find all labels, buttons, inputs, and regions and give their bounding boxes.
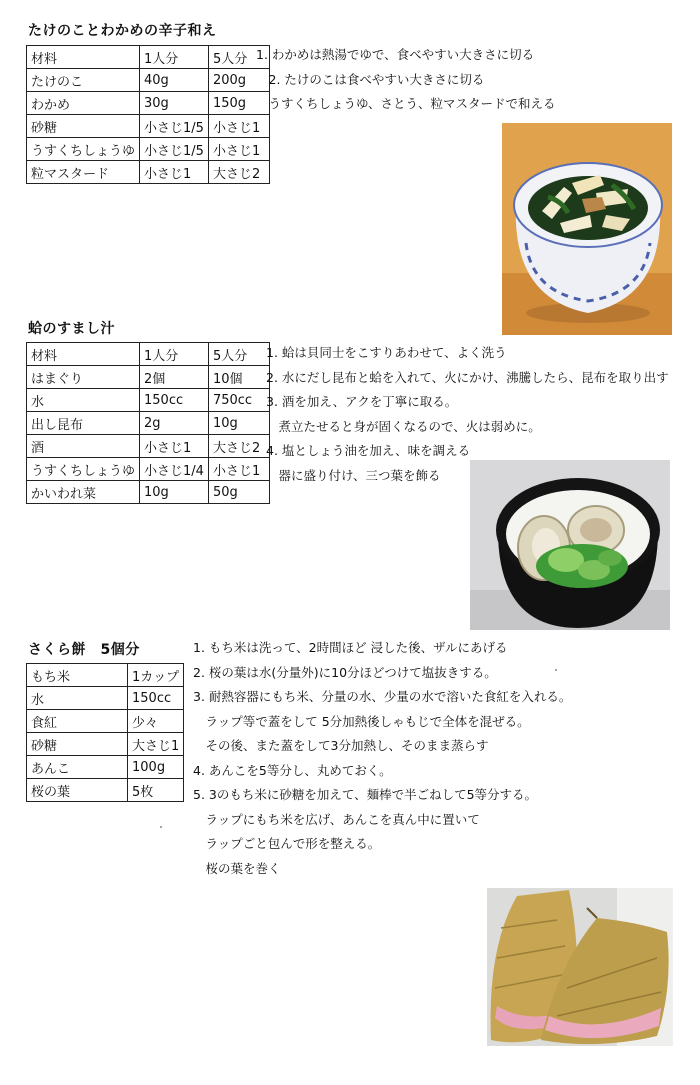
table-cell: 750cc [208,389,269,412]
table-cell: 100g [128,756,184,779]
table-cell: 小さじ1/5 [140,138,209,161]
table-cell: 10g [208,412,269,435]
table-cell: 小さじ1 [140,161,209,184]
table-cell: 1カップ [128,664,184,687]
table-row [27,733,184,756]
step-line: 1. わかめは熱湯でゆで、食べやすい大きさに切る [256,47,535,62]
table-cell: うすくちしょうゆ [27,458,140,481]
table-cell: 5人分 [208,46,269,69]
table-row [27,756,184,779]
table-cell: 10個 [208,366,269,389]
table-row [27,343,270,366]
table-cell: あんこ [27,756,128,779]
table-cell: 粒マスタード [27,161,140,184]
table-cell: うすくちしょうゆ [27,138,140,161]
table-cell: 1人分 [140,343,209,366]
step-line: 5. 3のもち米に砂糖を加えて、麺棒で半ごねして5等分する。 [193,787,538,802]
step-line: 煮立たせると身が固くなるので、火は弱めに。 [266,418,541,434]
table-row [27,389,270,412]
recipe-1-ingredient-table [26,45,270,184]
table-cell: たけのこ [27,69,140,92]
step-line: ラップにもち米を広げ、あんこを真ん中に置いて [193,811,480,827]
recipe-1-title: たけのことわかめの辛子和え [28,23,217,39]
step-line: 2. 水にだし昆布と蛤を入れて、火にかけ、沸騰したら、昆布を取り出す [266,369,669,385]
table-row [27,664,184,687]
table-cell: かいわれ菜 [27,481,140,504]
table-cell: 5枚 [128,779,184,802]
recipe-3-photo [487,888,673,1046]
table-cell: 少々 [128,710,184,733]
table-cell: もち米 [27,664,128,687]
table-cell: 大さじ1 [128,733,184,756]
step-line: 桜の葉を巻く [193,860,281,876]
table-cell: 2g [140,412,209,435]
recipe-3-ingredient-table [26,663,184,802]
table-row [27,115,270,138]
table-cell: 小さじ1 [208,138,269,161]
table-cell: 50g [208,481,269,504]
recipe-3-title: さくら餅 5個分 [28,642,140,658]
table-cell: 小さじ1/4 [140,458,209,481]
step-line: 1. もち米は洗って、2時間ほど 浸した後、ザルにあげる [193,640,508,655]
table-cell: 30g [140,92,209,115]
recipe-2-title: 蛤のすまし汁 [28,321,115,337]
table-cell: 小さじ1/5 [140,115,209,138]
step-line: 2. 桜の葉は水(分量外)に10分ほどつけて塩抜きする。 [193,664,497,680]
table-row [27,458,270,481]
recipe-1-photo [502,123,672,335]
table-cell: 大さじ2 [208,161,269,184]
step-line: 4. あんこを5等分し、丸めておく。 [193,762,392,778]
table-cell: 材料 [27,46,140,69]
table-cell: 200g [208,69,269,92]
table-cell: 水 [27,389,140,412]
step-line: うすくちしょうゆ、さとう、粒マスタードで和える [256,96,556,111]
table-cell: わかめ [27,92,140,115]
table-cell: 2個 [140,366,209,389]
table-row [27,779,184,802]
recipe-1-steps [256,43,556,117]
table-cell: 食紅 [27,710,128,733]
table-row [27,710,184,733]
table-cell: 150cc [128,687,184,710]
table-row [27,412,270,435]
table-cell: 出し昆布 [27,412,140,435]
recipe-2-ingredient-table [26,342,270,504]
step-line: ラップごと包んで形を整える。 [193,836,381,851]
recipe-2-photo [470,460,670,630]
table-row [27,481,270,504]
step-line: 器に盛り付け、三つ葉を飾る [266,467,441,483]
table-row [27,92,270,115]
table-cell: 材料 [27,343,140,366]
step-line: 1. 蛤は貝同士をこすりあわせて、よく洗う [266,345,507,360]
table-cell: 小さじ1 [208,115,269,138]
table-cell: 桜の葉 [27,779,128,802]
table-row [27,46,270,69]
table-row [27,138,270,161]
table-row [27,435,270,458]
table-row [27,69,270,92]
table-cell: 150cc [140,389,209,412]
table-row [27,366,270,389]
recipe-3-steps [193,636,571,881]
table-cell: はまぐり [27,366,140,389]
table-cell: 40g [140,69,209,92]
scan-speck [160,826,162,828]
step-line: 2. たけのこは食べやすい大きさに切る [256,71,485,87]
table-cell: 砂糖 [27,733,128,756]
table-cell: 1人分 [140,46,209,69]
table-cell: 水 [27,687,128,710]
scan-speck [555,669,557,671]
step-line: 3. 耐熱容器にもち米、分量の水、少量の水で溶いた食紅を入れる。 [193,689,572,704]
table-cell: 5人分 [208,343,269,366]
table-cell: 150g [208,92,269,115]
step-line: 4. 塩としょう油を加え、味を調える [266,443,471,458]
table-row [27,161,270,184]
table-row [27,687,184,710]
table-cell: 小さじ1 [208,458,269,481]
step-line: 3. 酒を加え、アクを丁寧に取る。 [266,394,458,409]
table-cell: 砂糖 [27,115,140,138]
step-line: その後、また蓋をして3分加熱し、そのまま蒸らす [193,738,489,753]
table-cell: 大さじ2 [208,435,269,458]
table-cell: 小さじ1 [140,435,209,458]
table-cell: 酒 [27,435,140,458]
step-line: ラップ等で蓋をして 5分加熱後しゃもじで全体を混ぜる。 [193,713,530,729]
table-cell: 10g [140,481,209,504]
